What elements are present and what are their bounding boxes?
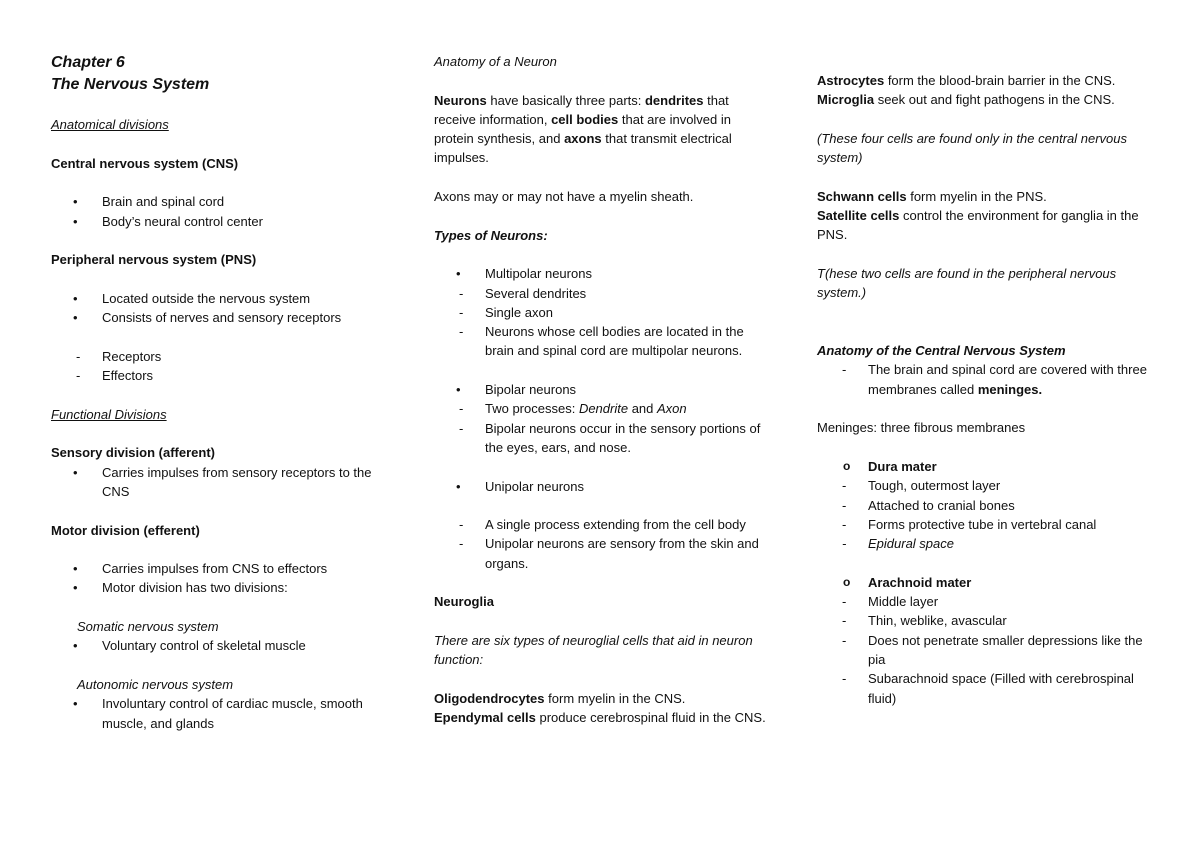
sensory-list <box>51 463 391 502</box>
text-span: and <box>628 401 657 417</box>
list-item: • Multipolar neurons <box>434 264 774 283</box>
unipolar-details-list <box>434 515 774 573</box>
text-span: seek out and fight pathogens in the CNS. <box>874 92 1115 108</box>
somatic-list <box>51 636 391 655</box>
text-span: that receive information, <box>434 92 729 127</box>
list-item: - Bipolar neurons occur in the sensory portions of the eyes, ears, and nose. <box>434 419 774 458</box>
pns-dash-list <box>51 347 391 386</box>
text-span: that transmit electrical impulses. <box>434 131 732 166</box>
cns-anatomy-heading: Anatomy of the Central Nervous System <box>817 343 1066 359</box>
text-span: Two processes: <box>485 401 579 417</box>
anatomical-divisions-heading: Anatomical divisions <box>51 117 169 133</box>
list-item: - Several dendrites <box>434 284 774 303</box>
list-item: - Forms protective tube in vertebral canal <box>817 515 1157 534</box>
term-axons: axons <box>564 131 602 147</box>
two-cells-note: T(hese two cells are found in the peripheral nervous system.) <box>817 265 1117 301</box>
list-item: • Carries impulses from sensory receptors to the CNS <box>51 463 391 502</box>
term-cell-bodies: cell bodies <box>551 111 619 127</box>
term-astrocytes: Astrocytes <box>817 73 885 88</box>
meninges-text: Meninges: three fibrous membranes <box>817 420 1026 436</box>
microglia-line <box>817 90 1157 109</box>
term-meninges: meninges. <box>977 381 1043 397</box>
neurons-intro-paragraph <box>434 91 774 168</box>
text-span: control the environment for ganglia in the PNS. <box>817 208 1139 243</box>
neuroglia-intro: There are six types of neuroglial cells that aid in neuron function: <box>434 632 753 668</box>
list-item: - Thin, weblike, avascular <box>817 611 1157 630</box>
list-item: • Located outside the nervous system <box>51 289 391 308</box>
anatomy-neuron-heading: Anatomy of a Neuron <box>434 54 557 69</box>
unipolar-list <box>434 477 774 496</box>
list-item: • Bipolar neurons <box>434 380 774 399</box>
list-item: - Receptors <box>51 347 391 366</box>
list-item: - Epidural space <box>817 534 1157 553</box>
text-span: The brain and spinal cord are covered with three membranes called <box>868 362 1147 397</box>
list-item: - Neurons whose cell bodies are located in the brain and spinal cord are multipolar neurons. <box>434 322 774 361</box>
list-item: - Does not penetrate smaller depressions like the pia <box>817 631 1157 670</box>
list-item: - Middle layer <box>817 592 1157 611</box>
column-2 <box>434 52 774 727</box>
text-span: have basically three parts: <box>486 92 645 108</box>
term-schwann-cells: Schwann cells <box>817 188 907 204</box>
oligodendrocytes-line <box>434 689 774 708</box>
arachnoid-list <box>817 573 1157 708</box>
list-item <box>817 360 1157 399</box>
term-dendrite: Dendrite <box>578 401 629 417</box>
sensory-division-heading: Sensory division (afferent) <box>51 445 215 461</box>
text-span: produce cerebrospinal fluid in the CNS. <box>535 710 766 726</box>
schwann-line <box>817 187 1157 206</box>
list-item: - Unipolar neurons are sensory from the skin and organs. <box>434 534 774 573</box>
list-item: • Unipolar neurons <box>434 477 774 496</box>
list-item: - Tough, outermost layer <box>817 476 1157 495</box>
autonomic-list <box>51 694 391 733</box>
astrocytes-line <box>817 71 1157 90</box>
neuroglia-heading: Neuroglia <box>434 594 494 610</box>
text-span: that are involved in protein synthesis, and <box>434 111 731 147</box>
cns-heading: Central nervous system (CNS) <box>51 155 239 171</box>
motor-list <box>51 559 391 598</box>
functional-divisions-heading: Functional Divisions <box>51 406 167 422</box>
ependymal-line <box>434 708 774 727</box>
chapter-title: The Nervous System <box>51 76 210 93</box>
text-span: form the blood-brain barrier in the CNS. <box>884 73 1116 88</box>
text-span: form myelin in the PNS. <box>906 188 1047 204</box>
list-item <box>434 399 774 418</box>
list-item: • Brain and spinal cord <box>51 192 391 211</box>
list-item: • Consists of nerves and sensory receptors <box>51 308 391 327</box>
term-neurons: Neurons <box>434 92 487 108</box>
somatic-heading: Somatic nervous system <box>77 619 219 635</box>
term-ependymal-cells: Ependymal cells <box>434 710 536 726</box>
term-microglia: Microglia <box>817 92 875 108</box>
pns-heading: Peripheral nervous system (PNS) <box>51 252 257 268</box>
multipolar-list <box>434 264 774 360</box>
four-cells-note: (These four cells are found only in the central nervous system) <box>817 130 1128 166</box>
list-item: - Attached to cranial bones <box>817 496 1157 515</box>
column-3 <box>817 71 1157 708</box>
bipolar-list <box>434 380 774 457</box>
motor-division-heading: Motor division (efferent) <box>51 522 200 538</box>
list-item: • Motor division has two divisions: <box>51 578 391 597</box>
list-item: - Single axon <box>434 303 774 322</box>
axons-paragraph: Axons may or may not have a myelin sheath. <box>434 189 694 205</box>
term-oligodendrocytes: Oligodendrocytes <box>434 690 545 706</box>
term-satellite-cells: Satellite cells <box>817 208 900 224</box>
term-dendrites: dendrites <box>644 92 704 108</box>
chapter-number: Chapter 6 <box>51 54 125 71</box>
list-item: o Arachnoid mater <box>817 573 1157 592</box>
text-span: form myelin in the CNS. <box>544 690 686 706</box>
cns-anatomy-list <box>817 360 1157 399</box>
pns-list <box>51 289 391 328</box>
list-item: - Effectors <box>51 366 391 385</box>
autonomic-heading: Autonomic nervous system <box>77 676 234 692</box>
list-item: o Dura mater <box>817 457 1157 476</box>
satellite-line <box>817 206 1157 245</box>
types-of-neurons-heading: Types of Neurons: <box>434 227 548 243</box>
list-item: - Subarachnoid space (Filled with cerebrospinal fluid) <box>817 669 1157 708</box>
list-item: • Involuntary control of cardiac muscle, smooth muscle, and glands <box>51 694 391 733</box>
dura-list <box>817 457 1157 553</box>
list-item: • Carries impulses from CNS to effectors <box>51 559 391 578</box>
list-item: • Body’s neural control center <box>51 212 391 231</box>
term-axon: Axon <box>657 401 687 417</box>
cns-list <box>51 192 391 231</box>
column-1 <box>51 52 391 733</box>
list-item: • Voluntary control of skeletal muscle <box>51 636 391 655</box>
list-item: - A single process extending from the cell body <box>434 515 774 534</box>
